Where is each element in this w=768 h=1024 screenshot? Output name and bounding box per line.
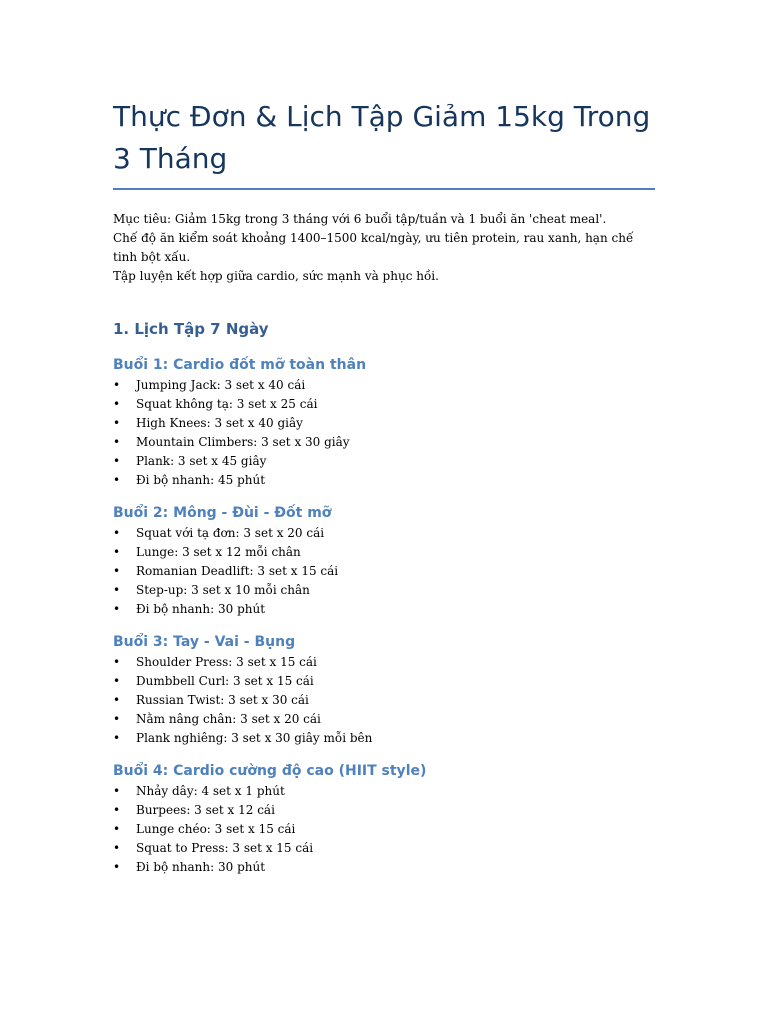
- list-item: [113, 820, 655, 839]
- intro-diet: Chế độ ăn kiểm soát khoảng 1400–1500 kcal/ngày, ưu tiên protein, rau xanh, hạn chế tinh bột xấu.: [113, 231, 634, 264]
- list-item-text: Plank: 3 set x 45 giây: [136, 454, 267, 468]
- list-item: [113, 376, 655, 395]
- list-item-text: Đi bộ nhanh: 45 phút: [136, 473, 266, 487]
- list-item: [113, 543, 655, 562]
- session-block: [113, 632, 655, 748]
- list-item: [113, 839, 655, 858]
- bullet-dot-icon: •: [113, 545, 121, 559]
- intro-goal: Mục tiêu: Giảm 15kg trong 3 tháng với 6 buổi tập/tuần và 1 buổi ăn 'cheat meal'.: [113, 212, 607, 226]
- list-item: [113, 433, 655, 452]
- exercise-list: [113, 524, 655, 619]
- list-item-text: Đi bộ nhanh: 30 phút: [136, 860, 266, 874]
- list-item-text: High Knees: 3 set x 40 giây: [136, 416, 303, 430]
- bullet-dot-icon: •: [113, 416, 121, 430]
- list-item-text: Burpees: 3 set x 12 cái: [136, 803, 275, 817]
- document-title: Thực Đơn & Lịch Tập Giảm 15kg Trong 3 Tháng: [113, 96, 655, 190]
- bullet-dot-icon: •: [113, 454, 121, 468]
- exercise-list: [113, 782, 655, 877]
- list-item: [113, 653, 655, 672]
- bullet-dot-icon: •: [113, 674, 121, 688]
- list-item: [113, 600, 655, 619]
- list-item-text: Squat to Press: 3 set x 15 cái: [136, 841, 314, 855]
- session-heading: Buổi 4: Cardio cường độ cao (HIIT style): [113, 763, 427, 779]
- list-item-text: Mountain Climbers: 3 set x 30 giây: [136, 435, 350, 449]
- bullet-dot-icon: •: [113, 860, 121, 874]
- session-heading: Buổi 3: Tay - Vai - Bụng: [113, 634, 296, 650]
- session-heading: Buổi 1: Cardio đốt mỡ toàn thân: [113, 357, 367, 373]
- list-item-text: Lunge chéo: 3 set x 15 cái: [136, 822, 296, 836]
- session-block: [113, 761, 655, 877]
- list-item-text: Squat với tạ đơn: 3 set x 20 cái: [136, 526, 325, 540]
- bullet-dot-icon: •: [113, 784, 121, 798]
- bullet-dot-icon: •: [113, 564, 121, 578]
- list-item-text: Đi bộ nhanh: 30 phút: [136, 602, 266, 616]
- section-heading-schedule: 1. Lịch Tập 7 Ngày: [113, 320, 269, 338]
- list-item-text: Russian Twist: 3 set x 30 cái: [136, 693, 309, 707]
- bullet-dot-icon: •: [113, 526, 121, 540]
- list-item: [113, 562, 655, 581]
- list-item-text: Plank nghiêng: 3 set x 30 giây mỗi bên: [136, 731, 373, 745]
- bullet-dot-icon: •: [113, 655, 121, 669]
- list-item: [113, 581, 655, 600]
- list-item: [113, 524, 655, 543]
- session-heading: Buổi 2: Mông - Đùi - Đốt mỡ: [113, 505, 332, 521]
- list-item-text: Shoulder Press: 3 set x 15 cái: [136, 655, 317, 669]
- bullet-dot-icon: •: [113, 473, 121, 487]
- list-item: [113, 691, 655, 710]
- bullet-dot-icon: •: [113, 435, 121, 449]
- intro-block: [113, 210, 655, 286]
- sessions-container: [113, 355, 655, 877]
- list-item: [113, 471, 655, 490]
- list-item-text: Dumbbell Curl: 3 set x 15 cái: [136, 674, 314, 688]
- document-page: [113, 0, 655, 877]
- list-item: [113, 729, 655, 748]
- bullet-dot-icon: •: [113, 712, 121, 726]
- bullet-dot-icon: •: [113, 378, 121, 392]
- list-item: [113, 782, 655, 801]
- list-item: [113, 710, 655, 729]
- bullet-dot-icon: •: [113, 822, 121, 836]
- list-item: [113, 414, 655, 433]
- exercise-list: [113, 376, 655, 490]
- bullet-dot-icon: •: [113, 803, 121, 817]
- list-item: [113, 395, 655, 414]
- list-item-text: Romanian Deadlift: 3 set x 15 cái: [136, 564, 339, 578]
- list-item-text: Jumping Jack: 3 set x 40 cái: [136, 378, 306, 392]
- bullet-dot-icon: •: [113, 841, 121, 855]
- list-item: [113, 452, 655, 471]
- list-item-text: Lunge: 3 set x 12 mỗi chân: [136, 545, 301, 559]
- bullet-dot-icon: •: [113, 731, 121, 745]
- list-item-text: Nằm nâng chân: 3 set x 20 cái: [136, 712, 321, 726]
- bullet-dot-icon: •: [113, 693, 121, 707]
- exercise-list: [113, 653, 655, 748]
- list-item: [113, 801, 655, 820]
- session-block: [113, 503, 655, 619]
- bullet-dot-icon: •: [113, 583, 121, 597]
- bullet-dot-icon: •: [113, 397, 121, 411]
- list-item-text: Nhảy dây: 4 set x 1 phút: [136, 784, 285, 798]
- list-item-text: Squat không tạ: 3 set x 25 cái: [136, 397, 318, 411]
- list-item: [113, 858, 655, 877]
- list-item-text: Step-up: 3 set x 10 mỗi chân: [136, 583, 310, 597]
- intro-training: Tập luyện kết hợp giữa cardio, sức mạnh và phục hồi.: [113, 269, 439, 283]
- session-block: [113, 355, 655, 490]
- bullet-dot-icon: •: [113, 602, 121, 616]
- list-item: [113, 672, 655, 691]
